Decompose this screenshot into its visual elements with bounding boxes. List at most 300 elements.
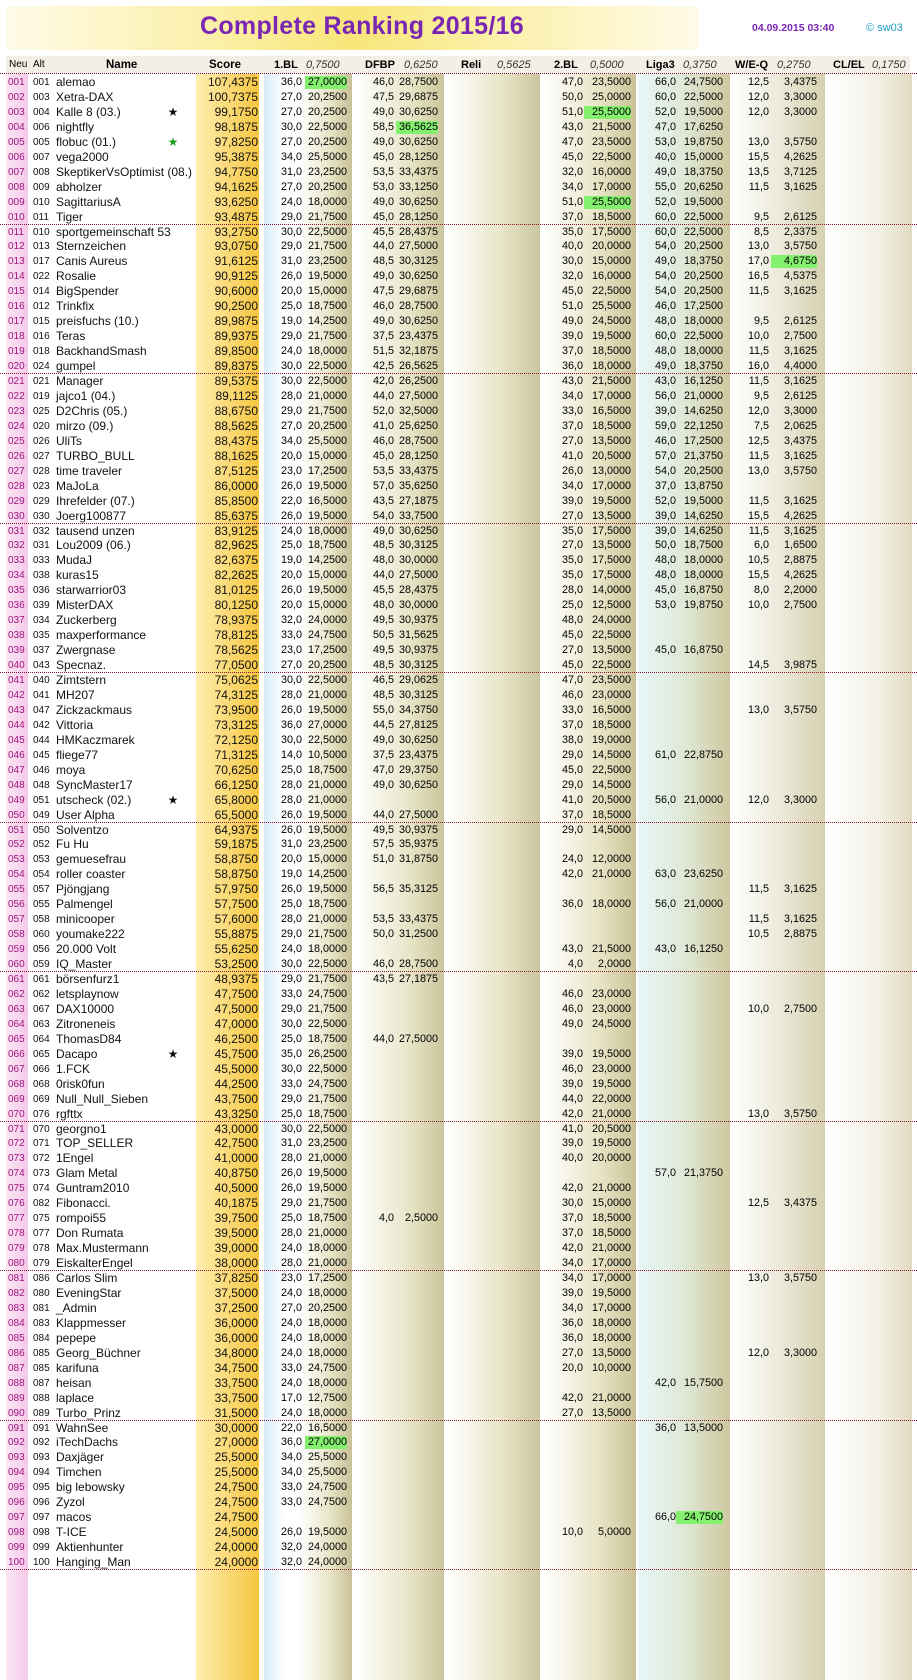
- bl1-points: 24,0: [280, 1242, 302, 1255]
- score: 72,1250: [214, 732, 258, 747]
- player-name: Vittoria: [56, 717, 94, 732]
- table-row: [0, 1270, 917, 1286]
- table-row: [0, 792, 917, 808]
- bl1-weighted: 24,0000: [307, 614, 347, 627]
- player-name: SkeptikerVsOptimist (08.): [56, 164, 193, 179]
- dfbp-points: 49,0: [372, 105, 394, 118]
- player-name: Georg_Büchner: [56, 1345, 141, 1360]
- bl1-points: 27,0: [280, 1301, 302, 1314]
- score: 81,0125: [214, 583, 258, 598]
- bl2-points: 36,0: [561, 360, 583, 373]
- table-row: [0, 74, 917, 90]
- rank-new: 098: [8, 1527, 25, 1539]
- rank-new: 036: [8, 600, 25, 612]
- dfbp-points: 50,5: [372, 629, 394, 642]
- dfbp-points: 44,0: [372, 240, 394, 253]
- bl1-weighted: 24,7500: [307, 629, 347, 642]
- rank-old: 061: [33, 974, 50, 985]
- bl2-weighted: 21,0000: [591, 1391, 631, 1404]
- rank-new: 097: [8, 1512, 25, 1524]
- rank-new: 048: [8, 779, 25, 791]
- bl1-weighted: 26,2500: [307, 1047, 347, 1060]
- rank-new: 015: [8, 286, 25, 298]
- dfbp-points: 52,0: [372, 404, 394, 417]
- player-name: Lou2009 (06.): [56, 538, 131, 553]
- bl2-weighted: 23,0000: [591, 987, 631, 1000]
- bl1-weighted: 10,5000: [307, 748, 347, 761]
- bl2-weighted: 17,5000: [591, 225, 631, 238]
- weq-weighted: 2,7500: [783, 599, 817, 612]
- rank-new: 051: [8, 824, 25, 836]
- rank-new: 081: [8, 1273, 25, 1284]
- table-row: [0, 343, 917, 359]
- score: 77,0500: [214, 658, 258, 673]
- score: 34,7500: [214, 1360, 258, 1375]
- dfbp-weighted: 28,1250: [398, 449, 438, 462]
- liga3-weighted: 17,2500: [683, 300, 723, 313]
- bl1-weighted: 18,0000: [307, 1331, 347, 1344]
- bl2-weighted: 18,0000: [591, 1331, 631, 1344]
- rank-new: 053: [8, 854, 25, 866]
- rank-old: 001: [33, 77, 50, 88]
- bl1-points: 29,0: [280, 210, 302, 223]
- dfbp-weighted: 33,4375: [398, 464, 438, 477]
- score: 58,8750: [214, 852, 258, 867]
- bl2-points: 37,0: [561, 1227, 583, 1240]
- bl2-weighted: 5,0000: [597, 1526, 631, 1539]
- bl2-points: 34,0: [561, 1272, 583, 1284]
- weq-weighted: 3,4375: [783, 434, 817, 447]
- score: 41,0000: [214, 1151, 258, 1166]
- bl1-points: 28,0: [280, 1152, 302, 1165]
- bl2-weighted: 23,0000: [591, 688, 631, 701]
- table-row: [0, 777, 917, 793]
- bl1-weighted: 19,5000: [307, 1526, 347, 1539]
- rank-old: 096: [33, 1497, 50, 1509]
- bl1-weighted: 21,7500: [307, 404, 347, 417]
- bl1-weighted: 21,0000: [307, 913, 347, 926]
- bl2-points: 35,0: [561, 569, 583, 582]
- bl1-weighted: 19,5000: [307, 823, 347, 836]
- dfbp-points: 49,0: [372, 135, 394, 148]
- bl1-points: 27,0: [280, 135, 302, 148]
- bl1-points: 25,0: [280, 539, 302, 552]
- bl1-points: 27,0: [280, 419, 302, 432]
- rank-new: 003: [8, 106, 25, 118]
- bl1-weighted: 19,5000: [307, 808, 347, 821]
- dfbp-weighted: 30,3125: [398, 539, 438, 552]
- bl1-weighted: 21,7500: [307, 1002, 347, 1015]
- bl2-points: 27,0: [561, 644, 583, 657]
- score: 82,2625: [214, 568, 258, 583]
- dfbp-points: 45,5: [372, 584, 394, 597]
- liga3-points: 66,0: [654, 1511, 676, 1524]
- score: 55,8875: [214, 927, 258, 942]
- bl1-points: 30,0: [280, 225, 302, 238]
- rank-old: 041: [33, 689, 50, 701]
- dfbp-points: 56,5: [372, 883, 394, 896]
- bl2-points: 44,0: [561, 1092, 583, 1105]
- weq-points: 13,0: [747, 464, 769, 477]
- rank-new: 021: [8, 376, 25, 387]
- bl2-weighted: 21,0000: [591, 868, 631, 881]
- bl2-weighted: 21,0000: [591, 1182, 631, 1195]
- rank-new: 035: [8, 585, 25, 597]
- rank-old: 020: [33, 420, 50, 432]
- table-row: [0, 463, 917, 479]
- bl1-weighted: 18,0000: [307, 943, 347, 956]
- bl1-weighted: 20,2500: [307, 90, 347, 103]
- weq-points: 12,5: [747, 434, 769, 447]
- weq-weighted: 3,3000: [783, 793, 817, 806]
- bl2-weighted: 20,0000: [591, 1152, 631, 1165]
- bl1-weighted: 17,2500: [307, 1272, 347, 1284]
- rank-old: 068: [33, 1078, 50, 1090]
- bl1-weighted: 21,0000: [307, 793, 347, 806]
- rank-new: 067: [8, 1063, 25, 1075]
- rank-new: 024: [8, 420, 25, 432]
- player-name: starwarrior03: [56, 583, 127, 598]
- bl1-points: 25,0: [280, 300, 302, 313]
- player-name: Zimtstern: [56, 673, 107, 687]
- bl2-points: 39,0: [561, 1077, 583, 1090]
- bl2-points: 45,0: [561, 629, 583, 642]
- col-name: Name: [106, 59, 138, 71]
- rank-old: 036: [33, 585, 50, 597]
- score: 93,4875: [214, 209, 258, 224]
- dfbp-weighted: 30,6250: [398, 195, 438, 208]
- bl2-weighted: 16,5000: [591, 703, 631, 716]
- bl1-weighted: 15,0000: [307, 853, 347, 866]
- bl1-points: 30,0: [280, 1062, 302, 1075]
- liga3-points: 54,0: [654, 285, 676, 298]
- bl1-weighted: 21,7500: [307, 240, 347, 253]
- player-name: EiskalterEngel: [56, 1256, 133, 1271]
- rank-old: 056: [33, 944, 50, 956]
- dfbp-weighted: 28,7500: [398, 434, 438, 447]
- score: 73,9500: [214, 702, 258, 717]
- dfbp-points: 48,5: [372, 539, 394, 552]
- table-row: [0, 1255, 917, 1271]
- score: 93,0750: [214, 239, 258, 254]
- bl1-points: 19,0: [280, 315, 302, 328]
- weq-points: 12,5: [747, 76, 769, 88]
- weq-weighted: 2,8875: [783, 554, 817, 567]
- bl1-weighted: 20,2500: [307, 135, 347, 148]
- score: 53,2500: [214, 957, 258, 972]
- table-row: [0, 448, 917, 464]
- bl1-points: 24,0: [280, 1316, 302, 1329]
- rank-old: 088: [33, 1392, 50, 1404]
- rank-old: 089: [33, 1407, 50, 1419]
- rank-new: 083: [8, 1302, 25, 1314]
- rank-new: 084: [8, 1317, 25, 1329]
- bl2-weighted: 10,0000: [591, 1361, 631, 1374]
- score: 88,4375: [214, 433, 258, 448]
- liga3-weighted: 16,8750: [683, 584, 723, 597]
- bl1-points: 29,0: [280, 404, 302, 417]
- table-row: [0, 1091, 917, 1107]
- rank-new: 079: [8, 1243, 25, 1255]
- score: 89,1125: [215, 388, 258, 403]
- liga3-points: 57,0: [654, 1167, 676, 1180]
- liga3-points: 52,0: [654, 494, 676, 507]
- bl2-points: 45,0: [561, 285, 583, 298]
- bl2-weighted: 21,5000: [591, 943, 631, 956]
- rank-old: 004: [33, 106, 50, 118]
- comp-weight-2: 0,5625: [497, 59, 531, 71]
- score: 24,7500: [214, 1510, 258, 1525]
- rank-old: 094: [33, 1467, 50, 1479]
- bl2-weighted: 19,5000: [591, 1137, 631, 1150]
- dfbp-points: 57,0: [372, 479, 394, 492]
- liga3-points: 39,0: [654, 509, 676, 522]
- dfbp-weighted: 30,6250: [398, 733, 438, 746]
- bl1-points: 20,0: [280, 569, 302, 582]
- dfbp-points: 49,5: [372, 614, 394, 627]
- bl1-weighted: 25,5000: [307, 1466, 347, 1479]
- table-row: [0, 134, 917, 150]
- rank-new: 034: [8, 570, 25, 582]
- bl1-weighted: 22,5000: [307, 120, 347, 133]
- bl2-points: 39,0: [561, 1137, 583, 1150]
- player-name: Null_Null_Sieben: [56, 1091, 149, 1106]
- bl2-points: 37,0: [561, 419, 583, 432]
- dfbp-points: 48,5: [372, 659, 394, 672]
- weq-points: 13,0: [747, 240, 769, 253]
- bl1-weighted: 16,5000: [307, 1421, 347, 1434]
- bl1-points: 26,0: [280, 479, 302, 492]
- bl2-points: 37,0: [561, 210, 583, 223]
- bl2-points: 42,0: [561, 868, 583, 881]
- table-row: [0, 926, 917, 942]
- rank-old: 093: [33, 1452, 50, 1464]
- bl2-points: 47,0: [561, 674, 583, 686]
- comp-weight-3: 0,5000: [590, 59, 624, 71]
- liga3-points: 60,0: [654, 90, 676, 103]
- bl2-weighted: 14,5000: [591, 823, 631, 836]
- weq-weighted: 2,8875: [783, 928, 817, 941]
- bl1-points: 30,0: [280, 733, 302, 746]
- table-row: [0, 1449, 917, 1465]
- rank-old: 049: [33, 809, 50, 821]
- bl1-weighted: 18,7500: [307, 1032, 347, 1045]
- rank-new: 052: [8, 839, 25, 851]
- liga3-points: 61,0: [654, 748, 676, 761]
- player-name: roller coaster: [56, 867, 126, 882]
- score: 34,8000: [214, 1345, 258, 1360]
- bl1-weighted: 21,7500: [307, 1092, 347, 1105]
- bl2-points: 41,0: [561, 1122, 583, 1135]
- table-row: [0, 283, 917, 299]
- rank-old: 092: [33, 1437, 50, 1449]
- table-row: [0, 1494, 917, 1510]
- rank-old: 024: [33, 361, 50, 373]
- table-row: [0, 567, 917, 583]
- player-name: rgfttx: [56, 1106, 83, 1121]
- table-row: [0, 1479, 917, 1495]
- rank-new: 076: [8, 1198, 25, 1210]
- bl2-weighted: 17,5000: [591, 569, 631, 582]
- bl1-weighted: 19,5000: [307, 1167, 347, 1180]
- player-name: pepepe: [56, 1330, 97, 1345]
- rank-new: 028: [8, 480, 25, 492]
- weq-points: 6,0: [753, 539, 769, 552]
- dfbp-points: 46,0: [372, 434, 394, 447]
- score: 91,6125: [214, 254, 258, 269]
- bl1-weighted: 19,5000: [307, 479, 347, 492]
- bl2-points: 43,0: [561, 375, 583, 387]
- rank-new: 096: [8, 1497, 25, 1509]
- bl2-points: 37,0: [561, 345, 583, 358]
- weq-weighted: 1,6500: [783, 539, 817, 552]
- bl1-points: 20,0: [280, 285, 302, 298]
- player-name: Klappmesser: [56, 1315, 127, 1330]
- liga3-weighted: 16,1250: [683, 943, 723, 956]
- bl1-weighted: 12,7500: [307, 1391, 347, 1404]
- liga3-weighted: 22,1250: [683, 419, 723, 432]
- score: 95,3875: [214, 149, 258, 164]
- weq-weighted: 3,5750: [783, 1107, 817, 1120]
- bl1-points: 26,0: [280, 509, 302, 522]
- rank-new: 046: [8, 749, 25, 761]
- dfbp-weighted: 27,5000: [398, 569, 438, 582]
- rank-old: 081: [33, 1302, 50, 1314]
- liga3-points: 57,0: [654, 449, 676, 462]
- weq-weighted: 3,3000: [783, 105, 817, 118]
- bl1-weighted: 23,2500: [307, 255, 347, 268]
- score: 71,3125: [214, 747, 258, 762]
- bl1-weighted: 21,0000: [307, 778, 347, 791]
- bl2-weighted: 19,5000: [591, 1286, 631, 1299]
- table-row: [0, 388, 917, 404]
- table-row: [0, 1180, 917, 1196]
- bl1-weighted: 21,0000: [307, 1227, 347, 1240]
- bl1-weighted: 23,2500: [307, 1137, 347, 1150]
- bl1-points: 24,0: [280, 1286, 302, 1299]
- rank-new: 025: [8, 435, 25, 447]
- rank-new: 056: [8, 899, 25, 911]
- bl2-weighted: 18,5000: [591, 1212, 631, 1225]
- weq-points: 12,5: [747, 1197, 769, 1210]
- bl1-points: 30,0: [280, 958, 302, 971]
- score: 89,9875: [214, 314, 258, 329]
- weq-weighted: 3,4375: [783, 76, 817, 88]
- rank-new: 059: [8, 944, 25, 956]
- liga3-points: 66,0: [654, 76, 676, 88]
- rank-old: 037: [33, 645, 50, 657]
- table-row: [0, 403, 917, 419]
- liga3-weighted: 19,8750: [683, 599, 723, 612]
- bl1-points: 36,0: [280, 76, 302, 88]
- rank-old: 077: [33, 1228, 50, 1240]
- table-row: [0, 1046, 917, 1062]
- bl1-weighted: 15,0000: [307, 599, 347, 612]
- dfbp-points: 37,5: [372, 748, 394, 761]
- rank-new: 020: [8, 361, 25, 373]
- player-name: Fibonacci.: [56, 1196, 111, 1211]
- bl2-weighted: 16,0000: [591, 270, 631, 283]
- bl2-points: 42,0: [561, 1242, 583, 1255]
- rank-new: 089: [8, 1392, 25, 1404]
- player-name: Don Rumata: [56, 1226, 124, 1241]
- player-name: D2Chris (05.): [56, 403, 128, 418]
- bl1-weighted: 19,5000: [307, 883, 347, 896]
- player-name: nightfly: [56, 119, 95, 134]
- table-row: [0, 687, 917, 703]
- rank-old: 095: [33, 1482, 50, 1494]
- weq-weighted: 3,3000: [783, 90, 817, 103]
- player-name: iTechDachs: [56, 1435, 119, 1450]
- weq-weighted: 2,7500: [783, 1002, 817, 1015]
- rank-new: 064: [8, 1018, 25, 1030]
- score: 48,9375: [214, 972, 258, 986]
- rank-old: 098: [33, 1527, 50, 1539]
- bl1-weighted: 21,7500: [307, 928, 347, 941]
- table-row: [0, 1240, 917, 1256]
- table-row: [0, 956, 917, 972]
- score: 89,8500: [214, 344, 258, 359]
- rank-new: 009: [8, 196, 25, 208]
- bl1-weighted: 23,2500: [307, 838, 347, 851]
- bl1-weighted: 22,5000: [307, 360, 347, 373]
- rank-old: 006: [33, 121, 50, 133]
- rank-new: 087: [8, 1362, 25, 1374]
- bl2-points: 42,0: [561, 1182, 583, 1195]
- weq-weighted: 4,5375: [783, 270, 817, 283]
- bl2-points: 43,0: [561, 120, 583, 133]
- bl1-weighted: 16,5000: [307, 494, 347, 507]
- dfbp-weighted: 35,3125: [398, 883, 438, 896]
- bl2-weighted: 13,0000: [591, 464, 631, 477]
- score: 39,5000: [214, 1226, 258, 1241]
- rank-new: 093: [8, 1452, 25, 1464]
- bl2-weighted: 23,5000: [591, 135, 631, 148]
- player-name: sportgemeinschaft 53: [56, 224, 171, 239]
- bl2-points: 10,0: [561, 1526, 583, 1539]
- score: 78,9375: [214, 613, 258, 628]
- liga3-points: 52,0: [654, 105, 676, 118]
- bl2-points: 46,0: [561, 1062, 583, 1075]
- bl1-weighted: 18,7500: [307, 898, 347, 911]
- dfbp-weighted: 28,7500: [398, 300, 438, 313]
- weq-points: 7,5: [753, 419, 769, 432]
- table-row: [0, 627, 917, 643]
- bl1-points: 25,0: [280, 1032, 302, 1045]
- player-name: Aktienhunter: [56, 1540, 124, 1555]
- player-name: Max.Mustermann: [56, 1241, 149, 1256]
- table-row: [0, 1285, 917, 1301]
- rank-old: 048: [33, 779, 50, 791]
- table-row: [0, 1554, 917, 1570]
- bl1-points: 28,0: [280, 1227, 302, 1240]
- table-row: [0, 224, 917, 240]
- bl1-points: 26,0: [280, 808, 302, 821]
- rank-new: 070: [8, 1108, 25, 1120]
- bl1-points: 29,0: [280, 928, 302, 941]
- dfbp-weighted: 30,6250: [398, 105, 438, 118]
- bl1-points: 24,0: [280, 1346, 302, 1359]
- table-row: [0, 1225, 917, 1241]
- rank-new: 082: [8, 1287, 25, 1299]
- score: 36,0000: [214, 1330, 258, 1345]
- score: 47,5000: [214, 1001, 258, 1016]
- bl2-points: 33,0: [561, 404, 583, 417]
- liga3-points: 46,0: [654, 300, 676, 313]
- bl2-points: 43,0: [561, 943, 583, 956]
- bl2-weighted: 22,0000: [591, 1092, 631, 1105]
- comp-name-1: DFBP: [365, 59, 395, 71]
